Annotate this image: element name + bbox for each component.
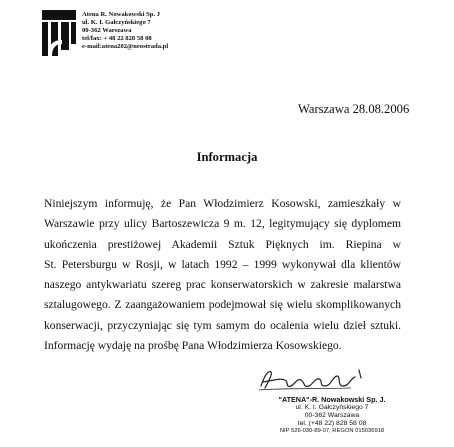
- company-address-block: [82, 11, 168, 51]
- company-postal: 00-362 Warszawa: [82, 26, 132, 34]
- stamp-postal: 00-362 Warszawa: [304, 412, 360, 420]
- stamp-street: ul. K. I. Gałczyńskiego 7: [295, 404, 369, 412]
- body-line: sztalugowego. Z zaangażowaniem podejmował się wielu skomplikowanych: [44, 298, 401, 312]
- document-title: Informacja: [196, 150, 258, 164]
- atena-logo-icon: [42, 10, 76, 56]
- company-stamp: [262, 396, 402, 436]
- company-email: e-mail:atena202@neostrada.pl: [82, 42, 169, 50]
- body-line: ukończenia prestiżowej Akademii Sztuk Pięknych im. Riepina w: [44, 237, 401, 251]
- letterhead: [42, 10, 262, 68]
- document-date: Warszawa 28.08.2006: [298, 102, 410, 116]
- company-name: Atena R. Nowakowski Sp. J: [82, 11, 161, 18]
- stamp-tax-ids: NIP 526-030-89-07, REGON 015036918: [279, 428, 385, 435]
- body-line: naszego antykwariatu szereg prac konserwatorskich w zakresie malarstwa: [44, 278, 401, 292]
- body-line: Niniejszym informuję, że Pan Włodzimierz Kosowski, zamieszkały w: [44, 197, 401, 210]
- stamp-phone: tel. (+48 22) 828 58 08: [297, 420, 367, 428]
- company-street: ul. K. I. Gałczyńskiego 7: [82, 18, 151, 26]
- body-line: Informację wydaję na prośbę Pana Włodzimierza Kosowskiego.: [44, 339, 342, 353]
- stamp-company-name: "ATENA"-R. Nowakowski Sp. J.: [278, 395, 386, 404]
- company-phone: tel/fax: + 48 22 828 58 08: [82, 34, 152, 42]
- body-line: St. Petersburgu w Rosji, w latach 1992 – 1999 wykonywał dla klientów: [44, 257, 401, 271]
- letter-body: [44, 194, 401, 356]
- body-line: Warszawie przy ulicy Bartoszewicza 9 m. 12, legitymujący się dyplomem: [44, 217, 401, 231]
- handwritten-signature: [255, 364, 375, 394]
- body-line: konserwacji, przyczyniając się tym samym do ocalenia wielu dzieł sztuki.: [44, 318, 401, 332]
